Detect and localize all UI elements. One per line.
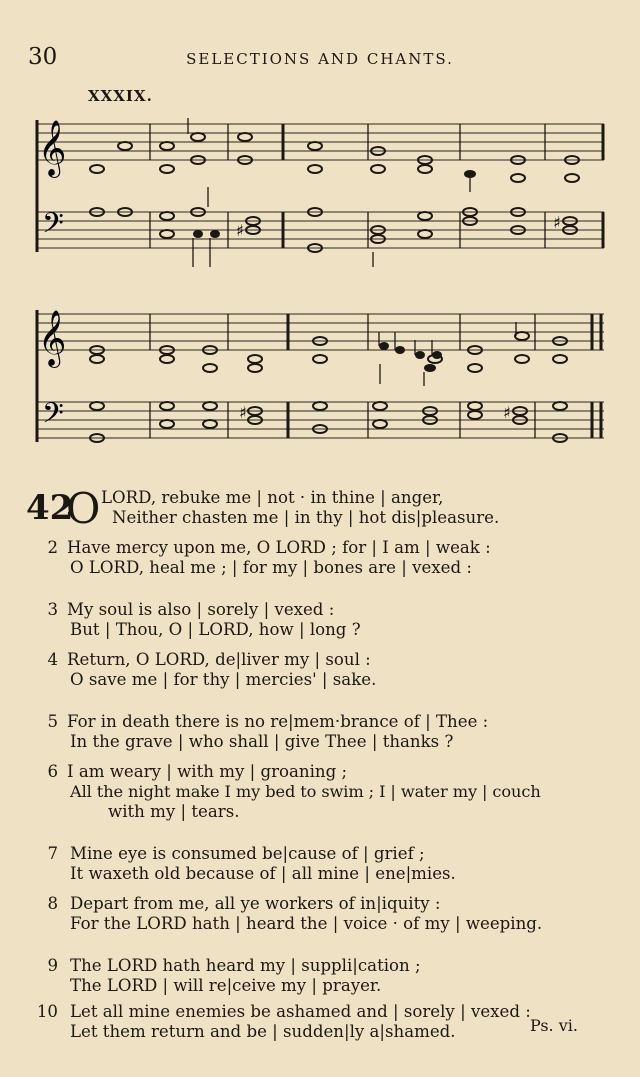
verse-line: Neither chasten me | in thy | hot dis|pleasure.: [112, 508, 500, 527]
verse-number: 8: [47, 894, 58, 913]
psalm-number: 42: [26, 488, 74, 528]
verse-number: 2: [47, 538, 58, 557]
verse-line: But | Thou, O | LORD, how | long ?: [70, 620, 361, 639]
verse-line: Return, O LORD, de|liver my | soul :: [67, 650, 371, 669]
verse-line: LORD, rebuke me | not · in thine | anger,: [101, 488, 444, 507]
svg-text:𝄢: 𝄢: [42, 207, 64, 247]
verse-number: 5: [47, 712, 58, 731]
verse-number: 3: [47, 600, 58, 619]
verse-number: 6: [47, 762, 58, 781]
verse-line: O save me | for thy | mercies' | sake.: [70, 670, 377, 689]
verse-line: All the night make I my bed to swim ; I | water my | couch: [70, 782, 541, 801]
verse-line: Mine eye is consumed be|cause of | grief ;: [70, 844, 425, 863]
chant-number: XXXIX.: [88, 87, 153, 105]
svg-text:♯: ♯: [503, 403, 511, 422]
verse-line: Let them return and be | sudden|ly a|shamed.: [70, 1022, 456, 1041]
svg-text:𝄞: 𝄞: [38, 120, 67, 176]
verse-number: 9: [47, 956, 58, 975]
verse-line: O LORD, heal me ; | for my | bones are | vexed :: [70, 558, 472, 577]
page-number: 30: [28, 44, 58, 70]
psalm-source: Ps. vi.: [530, 1016, 578, 1035]
svg-text:𝄞: 𝄞: [38, 310, 67, 366]
drop-cap: O: [66, 484, 101, 533]
verse-number: 4: [47, 650, 58, 669]
verse-line: Have mercy upon me, O LORD ; for | I am | weak :: [67, 538, 491, 557]
music-system-2: [0, 300, 640, 460]
verse-line: My soul is also | sorely | vexed :: [67, 600, 335, 619]
page-header: [0, 44, 640, 74]
verse-line: The LORD | will re|ceive my | prayer.: [70, 976, 382, 995]
running-title: SELECTIONS AND CHANTS.: [186, 50, 454, 68]
verse-line: For the LORD hath | heard the | voice · of my | weeping.: [70, 914, 543, 933]
verse-number: 7: [47, 844, 58, 863]
verse-line: The LORD hath heard my | suppli|cation ;: [70, 956, 421, 975]
verse-line: In the grave | who shall | give Thee | thanks ?: [70, 732, 454, 751]
verse-line: I am weary | with my | groaning ;: [67, 762, 348, 781]
verse-line: It waxeth old because of | all mine | ene|mies.: [70, 864, 456, 883]
verse-line: with my | tears.: [108, 802, 240, 821]
svg-text:♯: ♯: [236, 221, 244, 240]
verse-line: Let all mine enemies be ashamed and | sorely | vexed :: [70, 1002, 531, 1021]
verse-line: Depart from me, all ye workers of in|iquity :: [70, 894, 441, 913]
svg-text:♯: ♯: [553, 213, 561, 232]
svg-text:♯: ♯: [239, 403, 247, 422]
music-system-1: [0, 112, 640, 277]
verse-number: 10: [36, 1002, 58, 1021]
verse-line: For in death there is no re|mem·brance of | Thee :: [67, 712, 489, 731]
svg-text:𝄢: 𝄢: [42, 397, 64, 437]
